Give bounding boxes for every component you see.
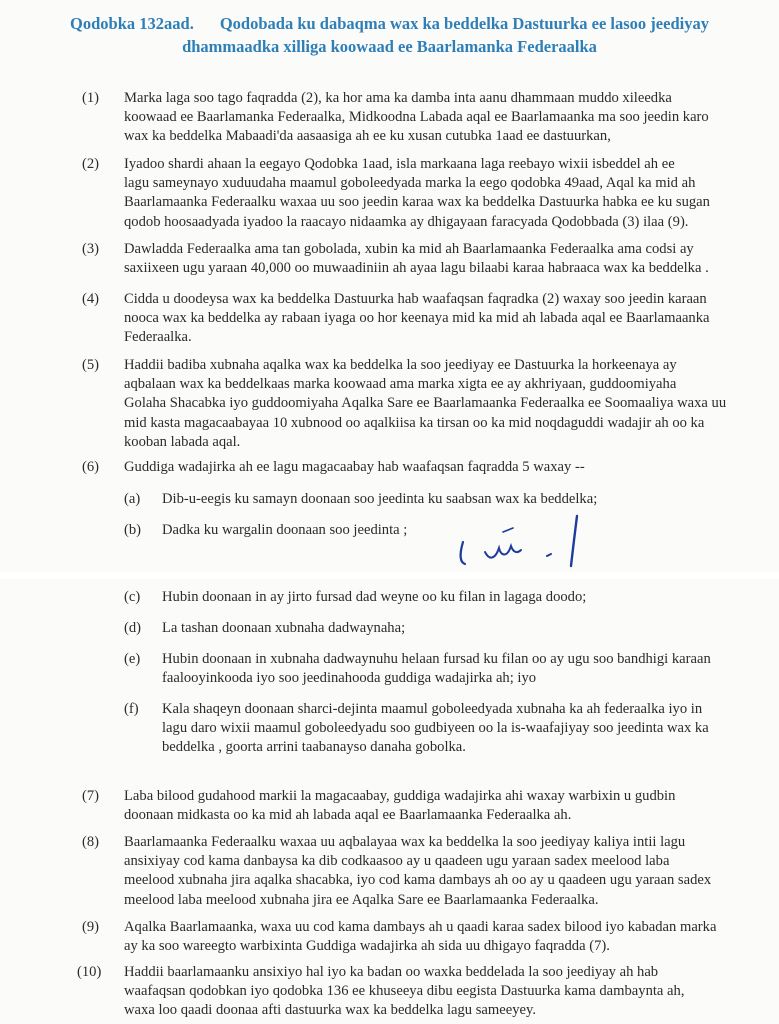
clause-text — [124, 963, 744, 1021]
clause-text — [124, 787, 744, 825]
text-line: qodob hoosaadyada iyadoo la raacayo nidaamka ay dhigayaan faracyada Qodobbada (3) ilaa (9). — [124, 213, 689, 230]
text-line: doonaan midkasta oo ka mid ah labada aqal ee Baarlamaanka Federaalka ah. — [124, 807, 572, 824]
text-line: Baarlamaanka Federaalku waxaa uu aqbalayaa wax ka beddelka la soo jeediyay kaliya intii lagu — [124, 834, 686, 850]
text-line: Guddiga wadajirka ah ee lagu magacaabay hab waafaqsan faqradda 5 waxay -- — [124, 459, 585, 475]
text-line: Baarlamaanka Federaalku waxaa uu soo jeedin karaa wax ka beddelka Dastuurka habka ee ku sugan — [124, 194, 710, 211]
text-line: Golaha Shacabka iyo guddoomiyaha Aqalka Sare ee Baarlamaanka Federaalka ee Soomaaliya waxa uu — [124, 395, 727, 412]
subclause-number: (b) — [124, 522, 142, 538]
handwritten-signature — [455, 512, 595, 572]
text-line: mid kasta magacaabayaa 10 xubnood oo aqalkiisa ka tirsan oo ka mid noqdaguddi wadajir ah oo ka — [124, 414, 705, 431]
text-line: ay ka soo wareegto warbixinta Guddiga wadajirka ah sida uu dhigayo faqradda (7). — [124, 938, 610, 955]
subclause-number: (d) — [124, 620, 142, 636]
text-line: La tashan doonaan xubnaha dadwaynaha; — [162, 620, 406, 636]
clause-text — [124, 89, 744, 147]
text-line: Marka laga soo tago faqradda (2), ka hor ama ka damba inta aanu dhammaan muddo xileedka — [124, 90, 672, 106]
page-gap — [0, 572, 779, 579]
subclause-number: (c) — [124, 589, 141, 605]
clause-number: (4) — [82, 291, 100, 307]
clause-text — [124, 918, 744, 956]
text-line: meelood laba meelood xubnaha jira ee Aqalka Sare ee Baarlamaanka Federaalka. — [124, 891, 599, 908]
clause-number: (6) — [82, 459, 100, 475]
clause-number: (10) — [77, 964, 102, 980]
text-line: Iyadoo shardi ahaan la eegayo Qodobka 1aad, isla markaana laga reebayo wixii isbeddel ah ee — [124, 156, 675, 172]
text-line: Haddii baarlamaanku ansixiyo hal iyo ka badan oo waxka beddelada la soo jeediyay ah hab — [124, 964, 659, 980]
clause-number: (5) — [82, 357, 100, 373]
text-line: meelood xubnaha jira aqalka shacabka, iyo cod kama dambays ah oo ay u qaadeen ugu yaraan sadex — [124, 872, 712, 889]
text-line: lagu sameynayo xuduudaha maamul goboleedyada marka la eego qodobka 49aad, Aqal ka mid ah — [124, 175, 696, 192]
article-number: Qodobka 132aad. — [70, 14, 194, 33]
clause-text — [124, 833, 744, 910]
clause-number: (7) — [82, 788, 100, 804]
heading-line-2: dhammaadka xilliga koowaad ee Baarlamanka Federaalka — [182, 37, 597, 56]
clause-number: (1) — [82, 90, 100, 106]
subclause-text — [162, 650, 752, 688]
heading-line-1: Qodobada ku dabaqma wax ka beddelka Dastuurka ee lasoo jeediyay — [219, 14, 709, 33]
clause-text — [124, 356, 744, 452]
clause-text — [124, 240, 744, 278]
clause-text — [124, 290, 744, 348]
article-heading — [0, 12, 779, 58]
text-line: Cidda u doodeysa wax ka beddelka Dastuurka hab waafaqsan faqradka (2) waxay soo jeedin karaan — [124, 291, 707, 307]
clause-number: (2) — [82, 156, 100, 172]
clause-text — [124, 155, 744, 232]
text-line: waafaqsan qodobkan iyo qodobka 136 ee khuseeya dibu eegista Dastuurka kama dambaynta ah, — [124, 983, 685, 1000]
text-line: saxiixeen ugu yaraan 40,000 oo muwaadiniin ah ayaa lagu bilaabi karaa habraaca wax ka beddelka . — [124, 260, 709, 277]
text-line: Aqalka Baarlamaanka, waxa uu cod kama dambays ah u qaadi karaa sadex bilood iyo kabadan marka — [124, 919, 717, 935]
text-line: wax ka beddelka Mabaadi'da aasaasiga ah ee ku xusan cutubka 1aad ee dastuurkan, — [124, 128, 611, 145]
text-line: faalooyinkooda iyo soo jeedinahooda guddiga wadajirka ah; iyo — [162, 670, 537, 687]
clause-number: (8) — [82, 834, 100, 850]
text-line: Dawladda Federaalka ama tan gobolada, xubin ka mid ah Baarlamaanka Federaalka ama codsi ay — [124, 241, 694, 257]
text-line: Laba bilood gudahood markii la magacaabay, guddiga wadajirka ahi waxay warbixin u gudbin — [124, 788, 676, 804]
subclause-text — [162, 588, 752, 607]
text-line: nooca wax ka beddelka ay rabaan iyaga oo hor keenaya mid ka mid ah labada aqal ee Baarlamaanka — [124, 310, 710, 327]
subclause-text — [162, 619, 752, 638]
clause-number: (3) — [82, 241, 100, 257]
text-line: lagu daro wixii maamul goboleedyadu soo gudbiyeen oo la is-waafajiyay soo jeedinta wax ka — [162, 720, 709, 737]
clause-number: (9) — [82, 919, 100, 935]
text-line: koowaad ee Baarlamanka Federaalka, Midkoodna Labada aqal ee Baarlamaanka ma soo jeedin karo — [124, 109, 709, 126]
text-line: Federaalka. — [124, 329, 192, 346]
subclause-text — [162, 490, 752, 509]
subclause-number: (e) — [124, 651, 141, 667]
text-line: waxa loo qaadi doonaa afti dastuurka wax ka beddelka lagu sameeyey. — [124, 1002, 536, 1019]
scan-page-bottom — [0, 579, 779, 1024]
text-line: aqbalaan wax ka beddelkaas marka koowaad ama marka xigta ee ay akhriyaan, guddoomiyaha — [124, 376, 677, 393]
text-line: beddelka , goorta arrini taabanayso danaha gobolka. — [162, 739, 466, 756]
text-line: Dadka ku wargalin doonaan soo jeedinta ; — [162, 522, 408, 538]
text-line: Haddii badiba xubnaha aqalka wax ka beddelka la soo jeediyay ee Dastuurka la horkeenaya ay — [124, 357, 677, 373]
text-line: Dib-u-eegis ku samayn doonaan soo jeedinta ku saabsan wax ka beddelka; — [162, 491, 598, 507]
text-line: ansixiyay cod kama danbaysa ka dib codkaasoo ay u qaadeen ugu yaraan sadex meelood laba — [124, 853, 670, 870]
clause-text — [124, 458, 744, 477]
text-line: Kala shaqeyn doonaan sharci-dejinta maamul goboleedyada xubnaha ka ah federaalka iyo in — [162, 701, 703, 717]
subclause-number: (a) — [124, 491, 141, 507]
text-line: Hubin doonaan in ay jirto fursad dad weyne oo ku filan in lagaga doodo; — [162, 589, 587, 605]
subclause-text — [162, 700, 752, 758]
text-line: kooban labada aqal. — [124, 433, 241, 450]
text-line: Hubin doonaan in xubnaha dadwaynuhu helaan fursad ku filan oo ay ugu soo bandhigi karaan — [162, 651, 711, 667]
subclause-number: (f) — [124, 701, 139, 717]
